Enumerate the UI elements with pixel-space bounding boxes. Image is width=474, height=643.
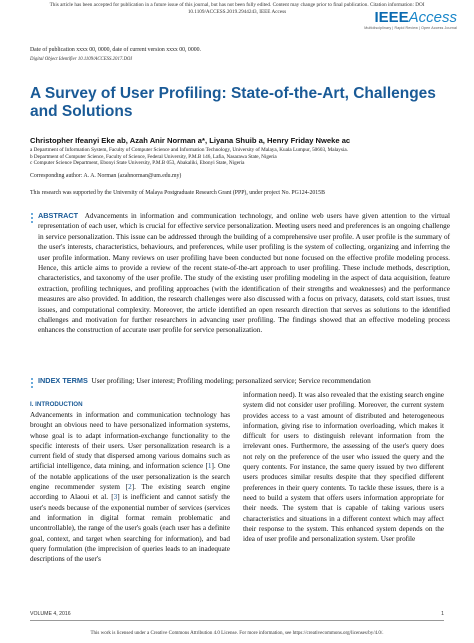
notice-line-1: This article has been accepted for publication in a future issue of this journal, but has not been fully edited. Content may change prior to final publication. Citation information: DOI [49, 2, 425, 8]
doi-line: Digital Object Identifier 10.1109/ACCESS.2017.DOI [30, 57, 132, 62]
index-terms-text: User profiling; User interest; Profiling modeling; personalized service; Service recommendation [91, 377, 371, 385]
volume-label: VOLUME 4, 2016 [30, 611, 71, 617]
abstract-text: Advancements in information and communication technology, and online web users have given attention to the virtual representation of each user, which is crucial for effective service personalization. Meeting users need and preferences is an ongoing challenge in service personalization. This issue can be addressed through the building of a comprehensive user profile. A user profile is the summary of the user's interests, characteristics, behaviours, and preferences, while user profiling is the system of collecting, organizing and inferring the user profile information. Many reviews on user profiling have been conducted but none focused on the effective profile modeling process. Hence, this article aims to provide a review of the recent state-of-the-art approach to user profiling. These include methods, description, characteristics, and taxonomy of the user profile. The study of the existing user profiling modeling in the aspect of data acquisition, feature extraction, profiling techniques, and profiling approaches (with the identification of their strengths and weaknesses) and the performance measures are also provided. In addition, the research challenges were also discussed with a focus on privacy, datasets, cold start issues, trust issues, and computational complexity. Moreover, the article identified an open research direction that serves as solutions to the identified challenges and motivation for further researchers in advancing user profiling. The findings showed that an effective modeling process enhances the construction of accurate user profile for service personalization. [38, 212, 450, 335]
publication-dates: Date of publication xxxx 00, 0000, date of current version xxxx 00, 0000. [30, 47, 201, 53]
section-heading-introduction: I. INTRODUCTION [30, 401, 83, 408]
logo-brand: IEEE [374, 9, 409, 26]
intro-text-1: Advancements in information and communication technology has brought an obvious need to have personalized information systems, whose goal is to adapt information-exchange functionality to the specific interests of their users. User personalization research is a current field of study that dispersed among various domains such as artificial intelligence, data mining, and information science [ [30, 411, 230, 471]
affiliation-a: a Department of Information System, Faculty of Computer Science and Information Technology, University of Malaya, Kuala Lumpur, 50603, Malaysia. [30, 147, 348, 153]
abstract-dots-icon [31, 213, 33, 223]
intro-text-3: recommender system [ [54, 483, 129, 492]
citation-link-3[interactable]: 3 [113, 493, 118, 502]
page-number: 1 [441, 611, 444, 617]
affiliations [30, 147, 450, 167]
intro-text-2: ]. One of the notable applications of the user personalization is the search engine [30, 462, 231, 492]
intro-right-column: information need). It was also revealed that the existing search engine system did not consider user profiling. Moreover, the current system provides access to a vast amount of distributed and heterogeneous information, giving rise to information overloading, which makes it difficult for users to distinguish relevant information from the irrelevant ones. Furthermore, the assessing of the user's query does not rely on the preference of the user who issued the query and the query contents. For instance, the same query issued by two different users produces similar results despite that they specified different preferences in their query contents. To tackle these issues, there is a need to build a system that offers users information appropriate for their needs. The system that is capable of taking various users characteristics and situations in a different context which may affect their response to the system. This enhanced system depends on the idea of user profile and personalization system. User profile [243, 391, 444, 544]
logo-product: Access [408, 9, 457, 26]
abstract-heading: ABSTRACT [38, 211, 79, 220]
footer-divider [30, 620, 444, 621]
logo-wordmark [364, 10, 457, 25]
paper-title: A Survey of User Profiling: State-of-the-Art, Challenges and Solutions [30, 85, 436, 120]
index-terms-block [38, 376, 450, 386]
license-notice: This work is licensed under a Creative Commons Attribution 4.0 License. For more information, see https://creativecommons.org/licenses/by/4.0/. [90, 631, 384, 636]
index-terms-dots-icon [31, 378, 33, 388]
affiliation-c: c Computer Science Department, Ebonyi State University, P.M.B 053, Abakaliki, Ebonyi State, Nigeria [30, 160, 245, 167]
logo-tagline: Multidisciplinary | Rapid Review | Open Access Journal [364, 26, 457, 30]
corresponding-author: Corresponding author: A. A. Norman (azahnorman@um.edu.my) [30, 173, 182, 179]
author-list: Christopher Ifeanyi Eke ab, Azah Anir Norman a*, Liyana Shuib a, Henry Friday Nweke ac [30, 136, 351, 145]
citation-link-2[interactable]: 2 [128, 483, 132, 492]
intro-text-5: ] is inefficient and cannot satisfy the user's needs because of the exponential number of services (services and information in digital format remain problematic and uncontrollable), the range of the user's goals (each user has a definite goal, context, and target when searching for information), and bad query formulation (the imprecision of queries leads to an inadequate descriptions of the user's [30, 493, 230, 564]
funding-statement: This research was supported by the University of Malaya Postgraduate Research Grant (PPP), under project No. PG124-2015B [30, 190, 325, 196]
affiliation-b: b Department of Computer Science, Faculty of Science, Federal University, P.M.B 146, Lafia, Nasarawa State, Nigeria [30, 153, 277, 160]
ieee-access-logo [364, 10, 457, 30]
intro-text-4: ]. The existing search engine according to Alaoui et al. [ [30, 483, 230, 502]
intro-left-column [30, 410, 230, 564]
citation-link-1[interactable]: 1 [207, 462, 212, 471]
index-terms-heading: INDEX TERMS [38, 376, 88, 385]
notice-line-2: 10.1109/ACCESS.2019.2944243, IEEE Access [187, 9, 287, 15]
abstract-block [38, 211, 450, 336]
